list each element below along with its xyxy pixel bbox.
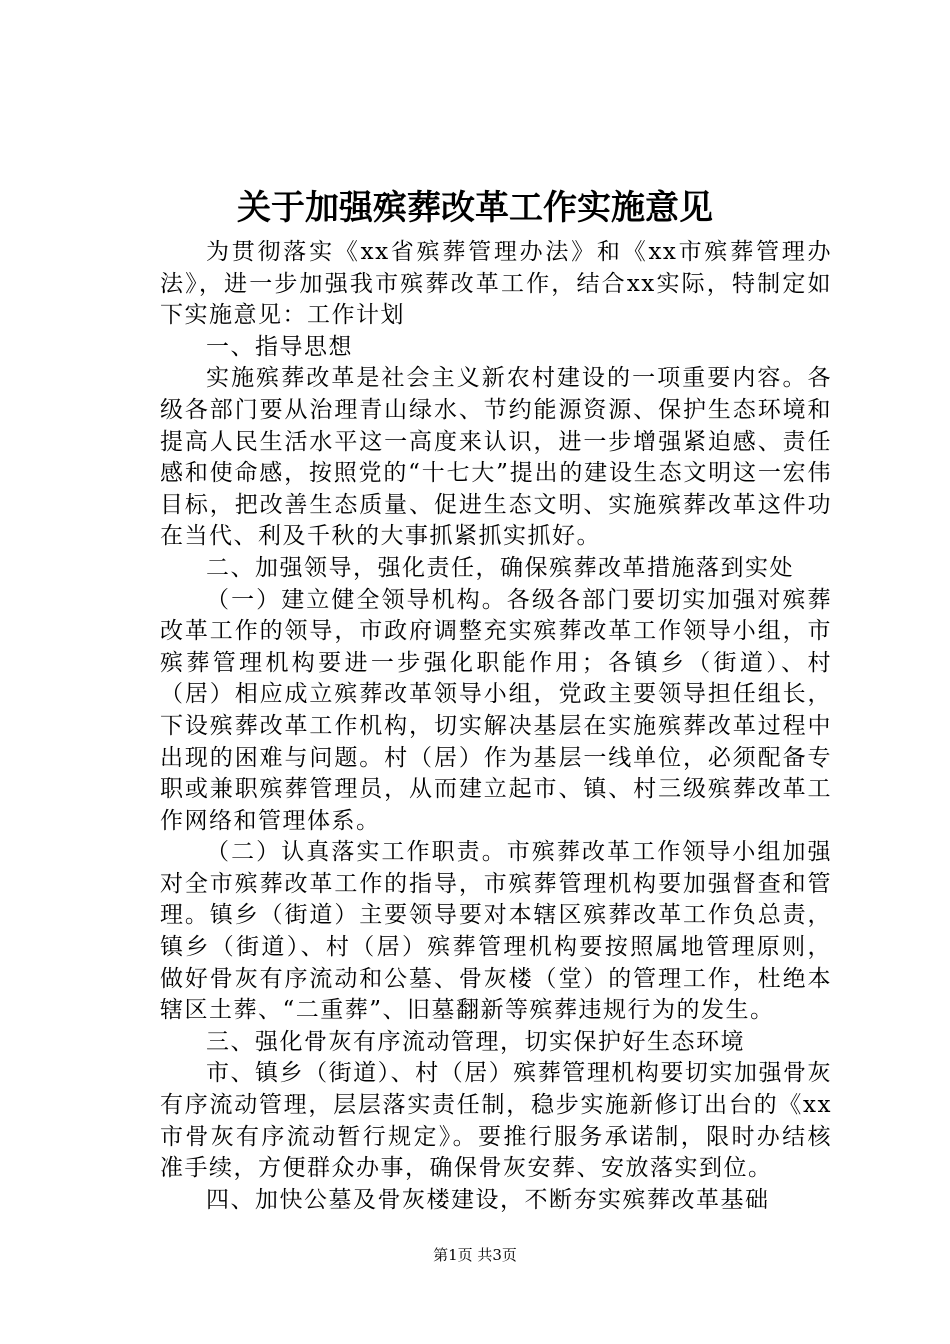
- document-title: 关于加强殡葬改革工作实施意见: [237, 188, 713, 228]
- intro-paragraph: 为贯彻落实《xx省殡葬管理办法》和《xx市殡葬管理办法》，进一步加强我市殡葬改革工作，结合xx实际，特制定如下实施意见：工作计划: [160, 239, 832, 329]
- body-paragraph: 市、镇乡（街道）、村（居）殡葬管理机构要切实加强骨灰有序流动管理，层层落实责任制，稳步实施新修订出台的《xx市骨灰有序流动暂行规定》。要推行服务承诺制，限时办结核准手续，方便群众办事，确保骨灰安葬、安放落实到位。: [160, 1060, 832, 1182]
- section-heading-2: 二、加强领导，强化责任，确保殡葬改革措施落到实处: [206, 554, 794, 581]
- body-paragraph: （二）认真落实工作职责。市殡葬改革工作领导小组加强对全市殡葬改革工作的指导，市殡葬管理机构要加强督查和管理。镇乡（街道）主要领导要对本辖区殡葬改革工作负总责，镇乡（街道）、村（居）殡葬管理机构要按照属地管理原则，做好骨灰有序流动和公墓、骨灰楼（堂）的管理工作，杜绝本辖区土葬、“二重葬”、旧墓翻新等殡葬违规行为的发生。: [160, 839, 832, 1024]
- section-heading-1: 一、指导思想: [206, 333, 353, 360]
- section-heading-3: 三、强化骨灰有序流动管理，切实保护好生态环境: [206, 1028, 745, 1055]
- page-footer: 第1页 共3页: [433, 1246, 517, 1264]
- section-heading-4: 四、加快公墓及骨灰楼建设，不断夯实殡葬改革基础: [206, 1186, 770, 1213]
- body-paragraph: （一）建立健全领导机构。各级各部门要切实加强对殡葬改革工作的领导，市政府调整充实殡葬改革工作领导小组，市殡葬管理机构要进一步强化职能作用；各镇乡（街道）、村（居）相应成立殡葬改革领导小组，党政主要领导担任组长，下设殡葬改革工作机构，切实解决基层在实施殡葬改革过程中出现的困难与问题。村（居）作为基层一线单位，必须配备专职或兼职殡葬管理员，从而建立起市、镇、村三级殡葬改革工作网络和管理体系。: [160, 586, 832, 834]
- body-paragraph: 实施殡葬改革是社会主义新农村建设的一项重要内容。各级各部门要从治理青山绿水、节约能源资源、保护生态环境和提高人民生活水平这一高度来认识，进一步增强紧迫感、责任感和使命感，按照党的“十七大”提出的建设生态文明这一宏伟目标，把改善生态质量、促进生态文明、实施殡葬改革这件功在当代、利及千秋的大事抓紧抓实抓好。: [160, 365, 832, 550]
- document-body: [160, 237, 832, 1216]
